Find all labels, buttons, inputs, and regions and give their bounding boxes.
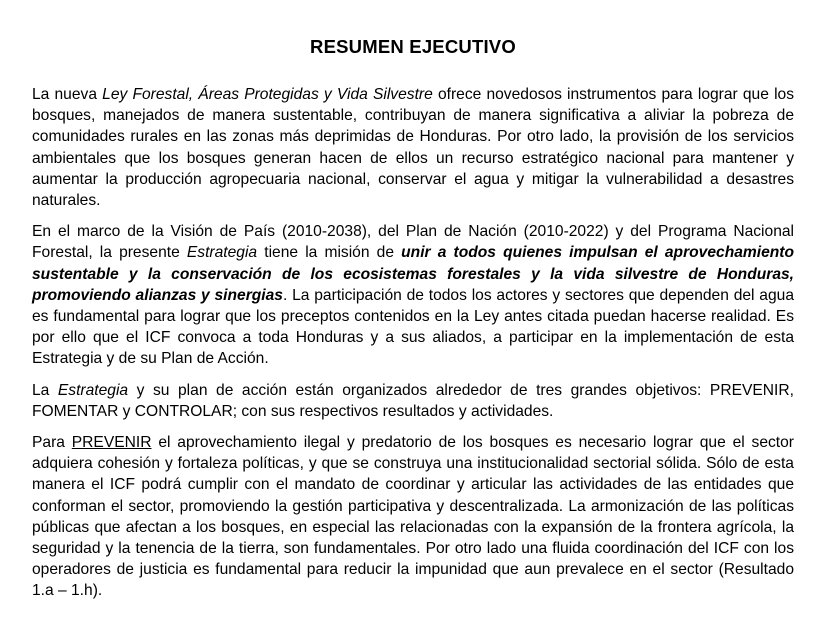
- p1-text-b: ofrece novedosos instrumentos para lograr que los bosques, manejados de manera sustentable, contribuyan de manera significativa a aliviar la pobreza de comunidades rurales en las zonas más deprimidas de Honduras. Por otro lado, la provisión de los servicios ambientales que los bosques generan hacen de ellos un recurso estratégico nacional para mantener y aumentar la producción agropecuaria nacional, conservar el agua y mitigar la vulnerabilidad a desastres naturales.: [32, 86, 795, 210]
- paragraph-prevent: [32, 432, 794, 602]
- p4-text-b: el aprovechamiento ilegal y predatorio de los bosques es necesario lograr que el sector adquiera cohesión y fortaleza políticas, y que se construya una institucionalidad sectorial sólida. Sólo de esta manera el ICF podrá cumplir con el mandato de coordinar y articular las actividades de las entidades que conforman el sector, promoviendo la gestión participativa y descentralizada. La armonización de las políticas públicas que afectan a los bosques, en especial las relacionadas con la expansión de la frontera agrícola, la seguridad y la tenencia de la tierra, son fundamentales. Por otro lado una fluida coordinación del ICF con los operadores de justicia es fundamental para reducir la impunidad que aun prevalece en el sector (Resultado 1.a – 1.h).: [32, 434, 794, 600]
- document-title: RESUMEN EJECUTIVO: [310, 36, 516, 57]
- p3-text-a: La: [32, 381, 58, 399]
- paragraph-mission: [32, 221, 794, 369]
- p4-text-a: Para: [32, 434, 72, 452]
- p2-text-c: . La participación de todos los actores y sectores que dependen del agua es fundamental para lograr que los preceptos contenidos en la Ley antes citada puedan hacerse realidad. Es por ello que el ICF convoca a toda Honduras y a sus aliados, a participar en la implementación de esta Estrategia y de su Plan de Acción.: [32, 286, 794, 368]
- document-page: [32, 34, 794, 612]
- p3-text-b: y su plan de acción están organizados alrededor de tres grandes objetivos: PREVENIR, FOMENTAR y CONTROLAR; con sus respectivos resultados y actividades.: [32, 381, 794, 420]
- paragraph-intro: [32, 84, 794, 211]
- strategy-term: Estrategia: [186, 244, 258, 262]
- strategy-term: Estrategia: [57, 381, 129, 399]
- p2-text-b: tiene la misión de: [257, 244, 402, 262]
- prevent-keyword: PREVENIR: [71, 434, 152, 452]
- p1-text-a: La nueva: [32, 86, 103, 103]
- paragraph-objectives: [32, 380, 794, 422]
- p2-text-a: En el marco de la Visión de País (2010-2038), del Plan de Nación (2010-2022) y del Programa Nacional Forestal, la presente: [32, 223, 794, 262]
- law-name: Ley Forestal, Áreas Protegidas y Vida Silvestre: [102, 86, 433, 103]
- mission-statement: unir a todos quienes impulsan el aprovechamiento sustentable y la conservación de los ecosistemas forestales y la vida silvestre de Honduras, promoviendo alianzas y sinergias: [32, 244, 795, 304]
